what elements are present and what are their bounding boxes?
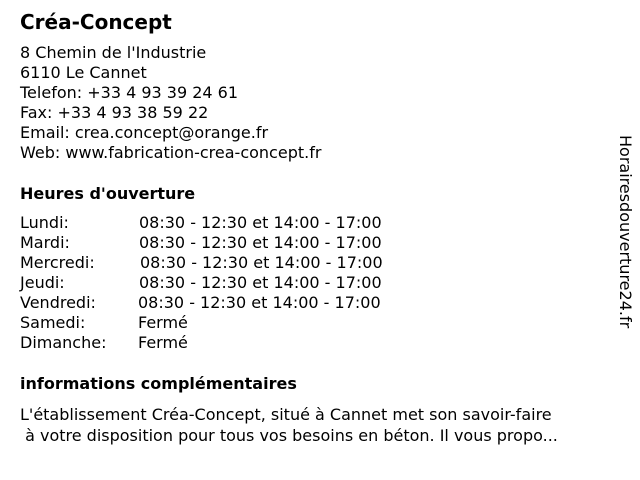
time-range: 08:30 - 12:30 et 14:00 - 17:00 <box>139 213 382 232</box>
time-range: 08:30 - 12:30 et 14:00 - 17:00 <box>139 273 382 292</box>
description-line-1: L'établissement Créa-Concept, situé à Cannet met son savoir-faire <box>20 405 552 424</box>
time-range: 08:30 - 12:30 et 14:00 - 17:00 <box>139 233 382 252</box>
opening-hours-heading: Heures d'ouverture <box>20 184 196 203</box>
business-name: Créa-Concept <box>20 10 172 34</box>
website: Web: www.fabrication-crea-concept.fr <box>20 143 322 162</box>
address-city: 6110 Le Cannet <box>20 63 147 82</box>
hours-row-thursday <box>20 273 440 293</box>
time-range: 08:30 - 12:30 et 14:00 - 17:00 <box>140 253 383 272</box>
day-label: Mercredi: <box>20 253 95 272</box>
day-label: Dimanche: <box>20 333 107 352</box>
hours-row-friday <box>20 293 440 313</box>
hours-row-monday <box>20 213 440 233</box>
day-label: Vendredi: <box>20 293 96 312</box>
address-street: 8 Chemin de l'Industrie <box>20 43 207 62</box>
opening-hours-table <box>20 213 440 353</box>
day-label: Samedi: <box>20 313 86 332</box>
day-label: Jeudi: <box>20 273 65 292</box>
phone-number: Telefon: +33 4 93 39 24 61 <box>20 83 239 102</box>
closed-label: Fermé <box>138 313 188 332</box>
day-label: Mardi: <box>20 233 70 252</box>
day-label: Lundi: <box>20 213 69 232</box>
hours-row-sunday <box>20 333 440 353</box>
additional-info-heading: informations complémentaires <box>20 374 297 393</box>
hours-row-wednesday <box>20 253 440 273</box>
watermark-label: Horairesdouverture24.fr <box>616 135 635 329</box>
fax-number: Fax: +33 4 93 38 59 22 <box>20 103 209 122</box>
closed-label: Fermé <box>138 333 188 352</box>
hours-row-tuesday <box>20 233 440 253</box>
contact-block <box>20 43 321 163</box>
description-line-2: à votre disposition pour tous vos besoins en béton. Il vous propo... <box>20 426 558 445</box>
hours-row-saturday <box>20 313 440 333</box>
time-range: 08:30 - 12:30 et 14:00 - 17:00 <box>138 293 381 312</box>
business-description <box>20 404 620 446</box>
email-address: Email: crea.concept@orange.fr <box>20 123 269 142</box>
